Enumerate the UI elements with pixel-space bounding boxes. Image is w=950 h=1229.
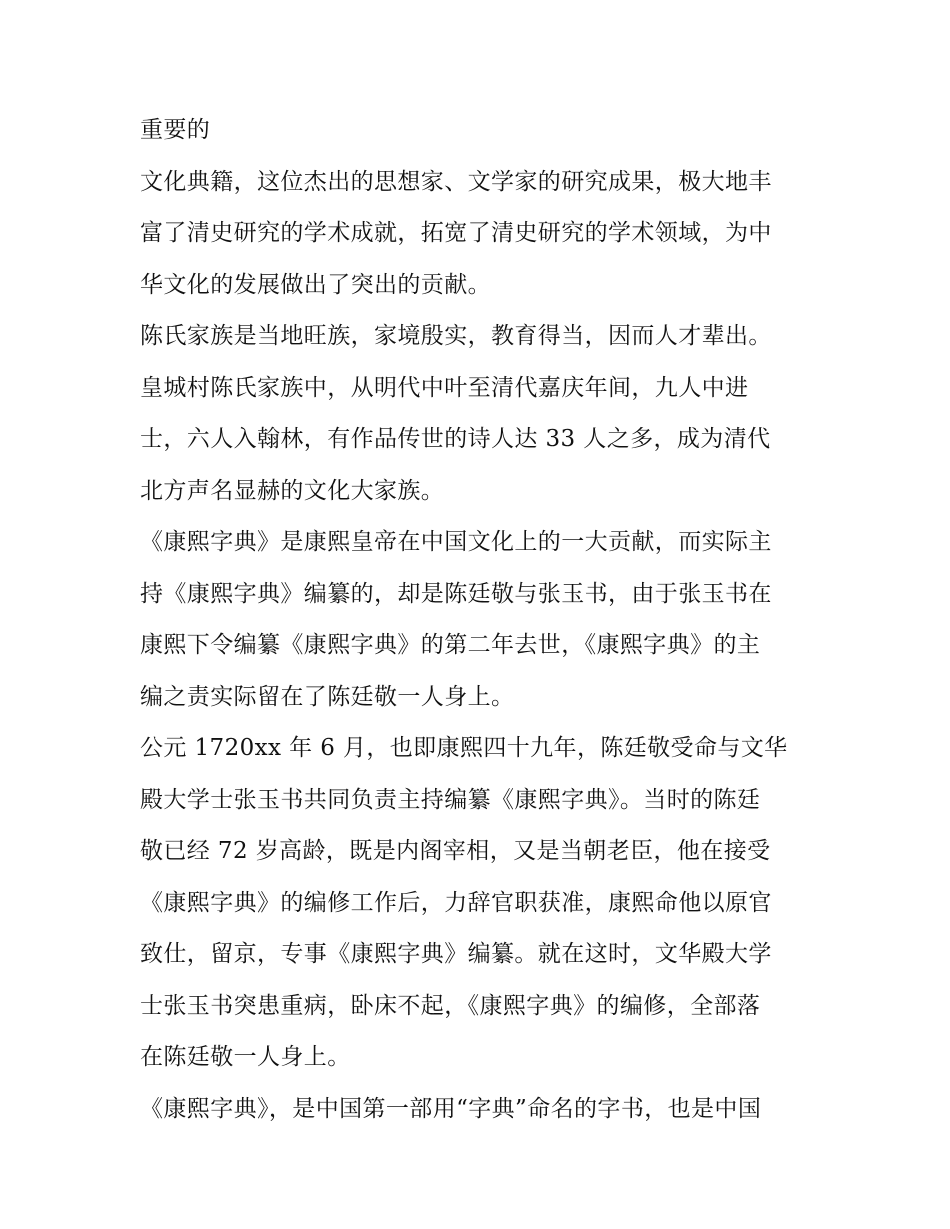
body-text: [140, 105, 815, 1135]
text-line: 殿大学士张玉书共同负责主持编纂《康熙字典》。当时的陈廷: [140, 786, 761, 813]
text-line: 《康熙字典》是康熙皇帝在中国文化上的一大贡献，而实际主: [140, 529, 772, 555]
text-line: 士张玉书突患重病，卧床不起，《康熙字典》的编修，全部落: [140, 992, 761, 1019]
text-line: 士，六人入翰林，有作品传世的诗人达 33 人之多，成为清代: [140, 426, 771, 452]
text-line: 《康熙字典》的编修工作后，力辞官职获准，康熙命他以原官: [140, 889, 772, 916]
text-line: 致仕，留京，专事《康熙字典》编纂。就在这时，文华殿大学: [140, 941, 772, 967]
text-line: 陈氏家族是当地旺族，家境殷实，教育得当，因而人才辈出。: [140, 323, 772, 349]
text-line: 皇城村陈氏家族中，从明代中叶至清代嘉庆年间，九人中进: [140, 374, 749, 401]
text-line: 康熙下令编纂《康熙字典》的第二年去世，《康熙字典》的主: [140, 632, 761, 658]
text-line: 编之责实际留在了陈廷敬一人身上。: [140, 683, 515, 710]
text-line: 文化典籍，这位杰出的思想家、文学家的研究成果，极大地丰: [140, 168, 772, 195]
text-line: 公元 1720xx 年 6 月，也即康熙四十九年，陈廷敬受命与文华: [140, 735, 788, 761]
text-line: 《康熙字典》，是中国第一部用“字典”命名的字书，也是中国: [140, 1095, 762, 1122]
text-line: 在陈廷敬一人身上。: [140, 1044, 351, 1070]
text-line: 北方声名显赫的文化大家族。: [140, 477, 445, 504]
text-line: 重要的: [140, 117, 211, 143]
text-line: 富了清史研究的学术成就，拓宽了清史研究的学术领域，为中: [140, 220, 772, 246]
text-line: 敬已经 72 岁高龄，既是内阁宰相，又是当朝老臣，他在接受: [140, 838, 771, 864]
text-line: 持《康熙字典》编纂的，却是陈廷敬与张玉书，由于张玉书在: [140, 580, 772, 607]
text-line: 华文化的发展做出了突出的贡献。: [140, 271, 491, 298]
